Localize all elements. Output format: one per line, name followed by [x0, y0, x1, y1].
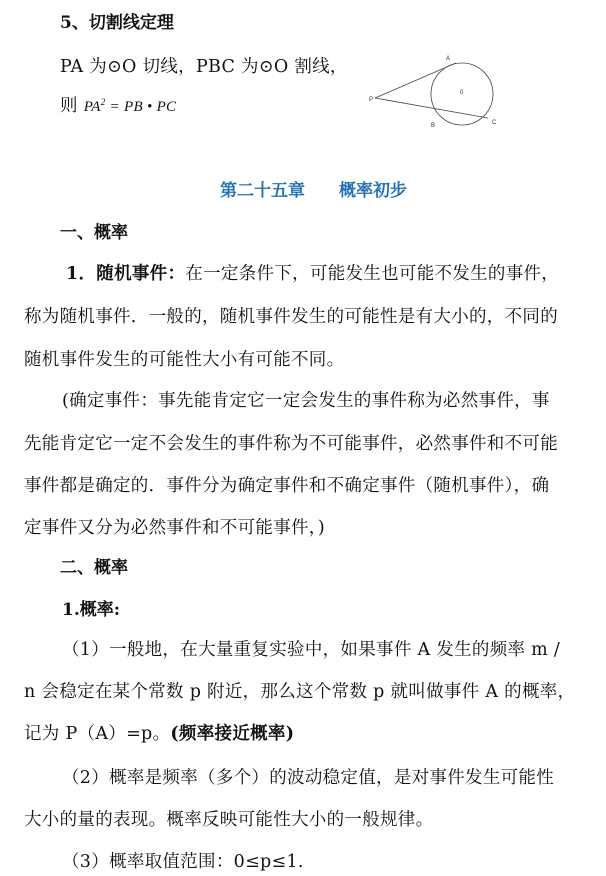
certain-event-note-line4: 定事件又分为必然事件和不可能事件，)	[24, 518, 325, 538]
point-c-label: C	[492, 120, 497, 126]
theorem-statement: PA 为⊙O 切线，PBC 为⊙O 割线，	[60, 57, 348, 77]
secant-tangent-diagram	[360, 50, 520, 135]
probability-stability-line1: （2）概率是频率（多个）的波动稳定值，是对事件发生可能性	[62, 768, 555, 788]
random-event-label: 1．随机事件	[66, 264, 168, 284]
probability-subheading: 1.概率:	[62, 600, 121, 620]
part2-heading: 二、概率	[60, 558, 128, 578]
part1-heading: 一、概率	[60, 223, 128, 243]
point-a-label: A	[446, 56, 451, 62]
frequency-approx-note: (频率接近概率)	[170, 724, 295, 744]
center-o-label: 0	[460, 90, 464, 96]
section-heading-secant-theorem: 5、切割线定理	[60, 13, 174, 33]
random-event-def-line1: 1．随机事件：在一定条件下，可能发生也可能不发生的事件，	[66, 264, 560, 284]
point-b-label: B	[431, 123, 436, 129]
probability-def-line3: 记为 P（A）=p。(频率接近概率)	[24, 724, 295, 744]
random-event-def-line2: 称为随机事件．一般的，随机事件发生的可能性是有大小的，不同的	[24, 307, 558, 327]
probability-range: （3）概率取值范围：0≤p≤1.	[62, 852, 304, 872]
probability-def-line2: n 会稳定在某个常数 p 附近，那么这个常数 p 就叫做事件 A 的概率，	[24, 682, 576, 702]
probability-def-line1: （1）一般地，在大量重复实验中，如果事件 A 发生的频率 m /	[62, 640, 561, 660]
chapter-title: 第二十五章 概率初步	[220, 181, 407, 201]
conclusion-prefix: 则	[60, 96, 78, 116]
certain-event-note-line2: 先能肯定它一定不会发生的事件称为不可能事件，必然事件和不可能	[24, 434, 558, 454]
theorem-conclusion	[60, 92, 176, 117]
formula: $PA^2$ = PB • PC	[83, 97, 177, 115]
random-event-def-line3: 随机事件发生的可能性大小有可能不同。	[24, 350, 345, 370]
point-p-label: P	[369, 97, 374, 103]
certain-event-note-line3: 事件都是确定的．事件分为确定事件和不确定事件（随机事件），确	[24, 476, 550, 496]
probability-stability-line2: 大小的量的表现。概率反映可能性大小的一般规律。	[24, 810, 434, 830]
certain-event-note-line1: (确定事件：事先能肯定它一定会发生的事件称为必然事件，事	[62, 391, 550, 411]
